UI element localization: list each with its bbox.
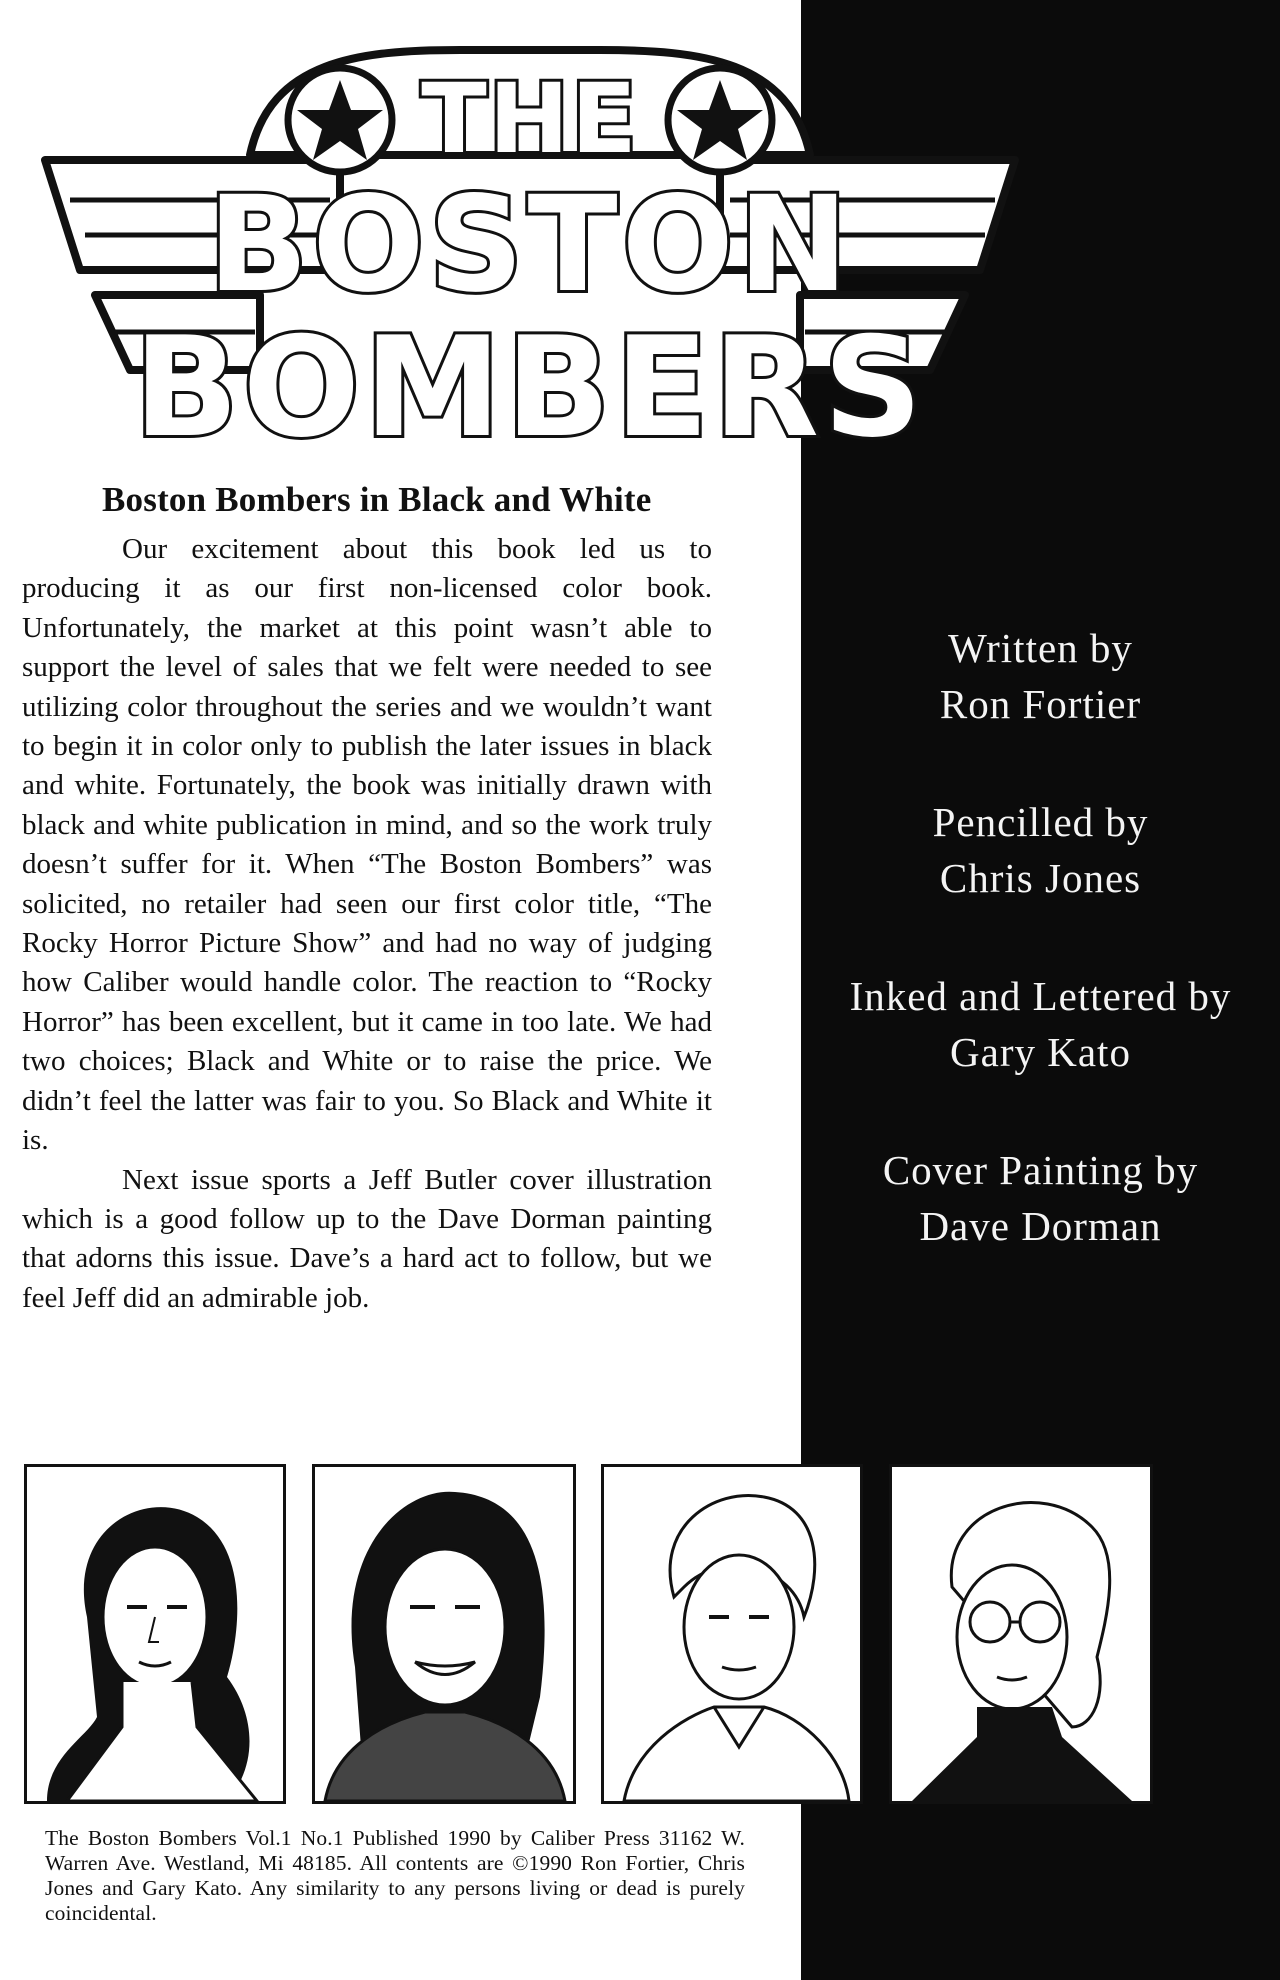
credit-name: Dave Dorman [919, 1203, 1162, 1249]
credit-cover-painter [801, 1142, 1280, 1254]
credit-penciller [801, 794, 1280, 906]
logo-line-boston: BOSTON [207, 168, 853, 322]
credit-role: Inked and Lettered by [849, 973, 1232, 1019]
article-paragraph-2: Next issue sports a Jeff Butler cover illustration which is a good follow up to the Dave Dorman painting that adorns this issue. Dave’s a hard act to follow, but we feel Jeff did an admirable job. [22, 1163, 712, 1314]
logo-line-the: THE [421, 63, 639, 175]
portrait-woman-long-wavy-hair [24, 1464, 286, 1804]
credit-name: Ron Fortier [939, 681, 1142, 727]
article-title: Boston Bombers in Black and White [102, 480, 652, 519]
credit-role: Pencilled by [932, 799, 1149, 845]
publication-indicia: The Boston Bombers Vol.1 No.1 Published 1990 by Caliber Press 31162 W. Warren Ave. Westland, Mi 48185. All contents are ©1990 Ron Fortier, Chris Jones and Gary Kato. Any similarity to any persons living or dead is purely coincidental. [45, 1826, 745, 1925]
boston-bombers-logo [40, 40, 1020, 480]
credit-inker-letterer [801, 968, 1280, 1080]
logo-line-bombers: BOMBERS [133, 307, 927, 468]
credits-list [801, 620, 1280, 1316]
credit-name: Gary Kato [950, 1029, 1131, 1075]
credit-writer [801, 620, 1280, 732]
article-paragraph-1: Our excitement about this book led us to producing it as our first non-licensed color book. Unfortunately, the market at this point wasn’t able to support the level of sales that we felt were needed to see utilizing color throughout the series and we wouldn’t want to begin it in color only to publish the later issues in black and white. Fortunately, the book was initially drawn with black and white publication in mind, and so the work truly doesn’t suffer for it. When “The Boston Bombers” was solicited, no retailer had seen our first color title, “The Rocky Horror Picture Show” and had no way of judging how Caliber would handle color. The reaction to “Rocky Horror” has been excellent, but it came in too late. We had two choices; Black and White or to raise the price. We didn’t feel the latter was fair to you. So Black and White it is. [22, 533, 712, 1157]
portrait-woman-with-glasses [889, 1464, 1153, 1804]
editorial-article [22, 480, 712, 1318]
credit-role: Cover Painting by [882, 1147, 1199, 1193]
portrait-smiling-woman [312, 1464, 576, 1804]
portrait-short-haired-woman [601, 1464, 863, 1804]
article-body [22, 530, 712, 1318]
credit-role: Written by [948, 625, 1133, 671]
credit-name: Chris Jones [939, 855, 1142, 901]
